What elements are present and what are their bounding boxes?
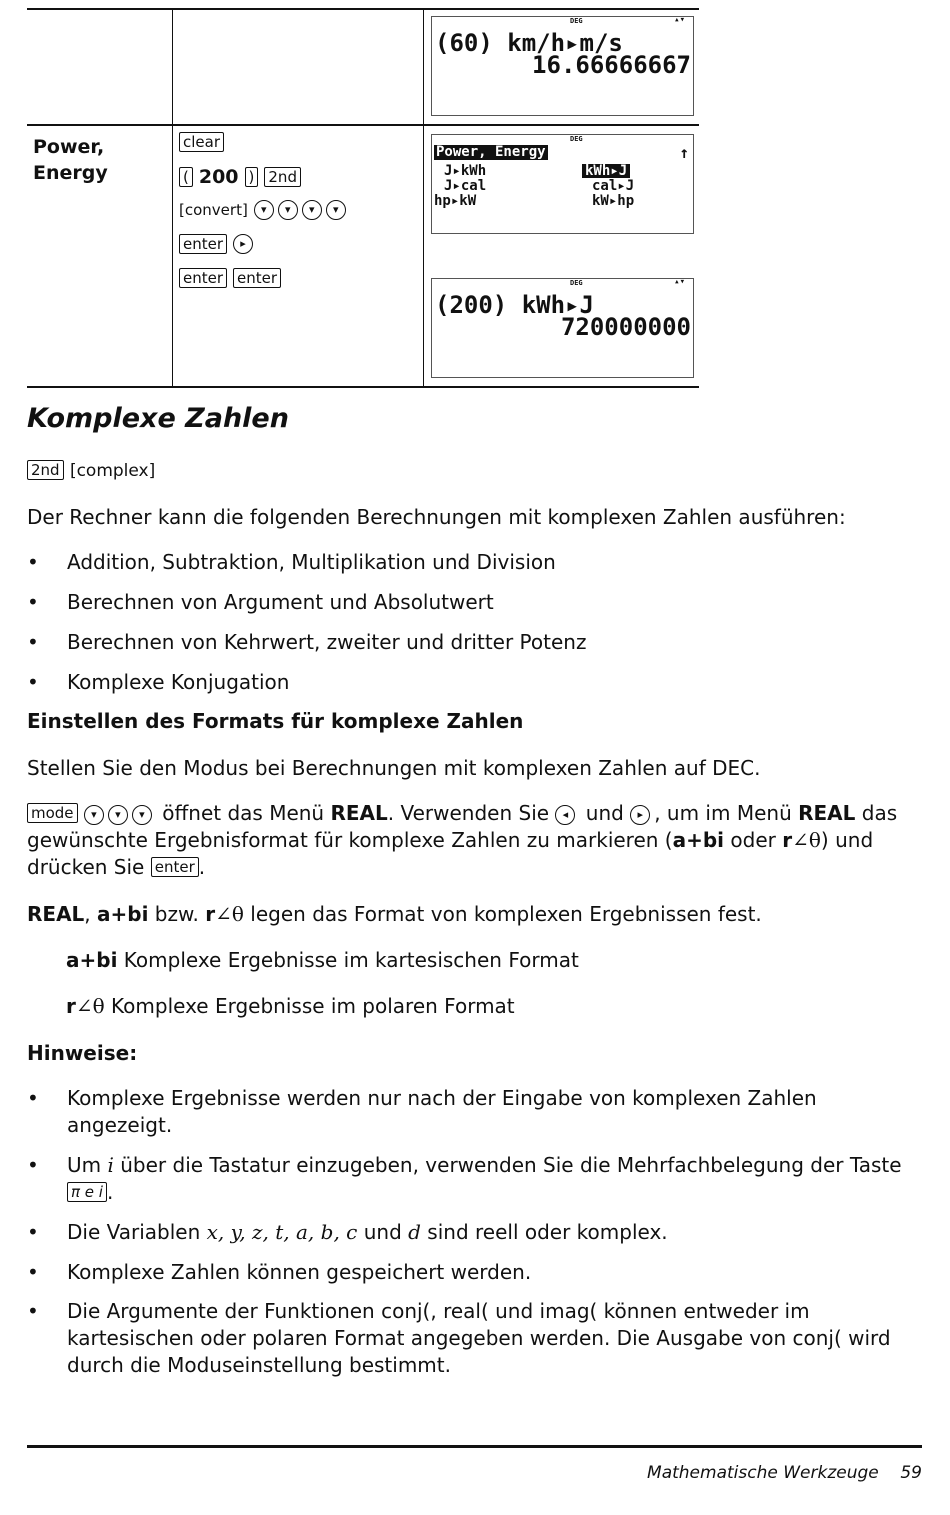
scroll-arrows-icon: ▴▾: [674, 277, 685, 287]
table-col-divider: [172, 8, 173, 388]
text-run: oder: [730, 828, 776, 852]
real-format-line: [27, 901, 917, 928]
table-col-divider: [423, 8, 424, 388]
abi-definition: [66, 947, 579, 974]
polar-definition: [66, 993, 515, 1020]
term: r: [66, 994, 76, 1018]
list-item-text: Um i über die Tastatur einzugeben, verwenden Sie die Mehrfachbelegung der Taste π e i .: [67, 1153, 902, 1204]
text-run: öffnet das Menü: [162, 801, 325, 825]
list-item-text: Komplexe Konjugation: [67, 670, 290, 694]
down-arrow-icon: ▾: [132, 805, 152, 825]
text-run: ,: [84, 902, 98, 926]
deg-indicator: DEG: [570, 279, 583, 287]
enter-key: enter: [179, 268, 227, 288]
table-rule-top: [27, 8, 699, 10]
row-label-text: Power, Energy: [33, 136, 108, 184]
calculator-screen-menu: [431, 134, 694, 234]
text-run: Um: [67, 1153, 102, 1177]
screen-expression: (200) kWh▸J: [435, 291, 594, 319]
footer-rule: [27, 1445, 922, 1448]
calculator-screen-energy: [431, 278, 694, 378]
complex-key: [complex]: [69, 461, 156, 481]
enter-key: enter: [151, 857, 199, 877]
text-run: und: [585, 801, 624, 825]
screen-expression: (60) km/h▸m/s: [435, 29, 623, 57]
menu-title: Power, Energy: [436, 144, 546, 160]
left-arrow-icon: ◂: [555, 805, 575, 825]
complex-key-label: complex: [76, 461, 149, 481]
angle-theta: ∠θ: [215, 902, 244, 926]
angle-theta: ∠θ: [792, 828, 821, 852]
subheading: Einstellen des Formats für komplexe Zahlen: [27, 709, 524, 733]
down-arrow-icon: ▾: [278, 200, 298, 220]
text-run: das gewünschte Ergebnisformat für komplexe Zahlen zu markieren (: [27, 801, 898, 852]
down-arrow-icon: ▾: [326, 200, 346, 220]
section-title: Komplexe Zahlen: [27, 403, 289, 434]
list-item-text: Addition, Subtraktion, Multiplikation und Division: [67, 550, 556, 574]
row-label: [33, 134, 153, 186]
text-run: sind reell oder komplex.: [427, 1220, 668, 1244]
down-arrow-icon: ▾: [108, 805, 128, 825]
up-arrow-icon: ↑: [679, 143, 689, 162]
list-item-text: Komplexe Zahlen können gespeichert werden.: [67, 1260, 532, 1284]
menu-item: hp▸kW: [434, 193, 477, 209]
mode-key: mode: [27, 803, 78, 823]
text-run: a+bi: [97, 902, 149, 926]
chapter-name: Mathematische Werkzeuge: [647, 1463, 879, 1483]
math-var: i: [107, 1153, 114, 1177]
angle-theta: ∠θ: [75, 994, 105, 1018]
paren-open-key: (: [179, 167, 193, 187]
text-run: r: [782, 828, 793, 852]
text-run: Die Variablen: [67, 1220, 201, 1244]
calculator-screen-speed: [431, 16, 694, 116]
table-rule-middle: [27, 124, 699, 126]
convert-key: [convert]: [179, 201, 248, 219]
text-run: bzw.: [148, 902, 206, 926]
list-item-text: Berechnen von Argument und Absolutwert: [67, 590, 494, 614]
text-run: ): [820, 828, 829, 852]
notes-heading: Hinweise:: [27, 1041, 138, 1065]
math-var: d: [408, 1220, 421, 1244]
definition: Komplexe Ergebnisse im kartesischen Format: [123, 948, 579, 972]
down-arrow-icon: ▾: [84, 805, 104, 825]
input-value: 200: [198, 166, 239, 188]
text-run: legen das Format von komplexen Ergebnissen fest.: [243, 902, 762, 926]
clear-key: clear: [179, 132, 224, 152]
down-arrow-icon: ▾: [254, 200, 274, 220]
enter-key: enter: [233, 268, 281, 288]
list-item-text: Die Argumente der Funktionen conj(, real( und imag( können entweder im kartesischen oder polaren Format angegeben werden. Die Ausgabe von conj( wird durch die Moduseinstellung bestimmt.: [67, 1299, 891, 1377]
second-key: 2nd: [27, 460, 64, 480]
down-arrow-icon: ▾: [302, 200, 322, 220]
screen-result: 720000000: [560, 313, 691, 341]
convert-key-label: convert: [184, 201, 242, 219]
deg-indicator: DEG: [570, 17, 583, 25]
menu-item: kW▸hp: [592, 193, 635, 209]
text-run: über die Tastatur einzugeben, verwenden Sie die Mehrfachbelegung der Taste: [120, 1153, 902, 1177]
page-footer: [647, 1463, 922, 1483]
mode-instructions: mode ▾ ▾ ▾ öffnet das Menü REAL. Verwenden Sie ◂ und ▸ , um im Menü REAL das gewünschte Ergebnisformat für komplexe Zahlen zu markieren (a+bi oder r∠θ) und drücken Sie enter .: [27, 801, 898, 879]
text-run: REAL: [798, 801, 856, 825]
text-run: REAL: [330, 801, 388, 825]
menu-item: J▸cal: [444, 178, 487, 194]
menu-item-selected: kWh▸J: [582, 164, 630, 178]
list-item-text: [67, 1219, 917, 1246]
enter-key: enter: [179, 234, 227, 254]
screen-result: 16.66666667: [532, 51, 691, 79]
math-vars: x, y, z, t, a, b, c: [206, 1220, 358, 1244]
right-arrow-icon: ▸: [233, 234, 253, 254]
term: a+bi: [66, 948, 118, 972]
text-run: und drücken Sie: [27, 828, 874, 879]
key-combo: [27, 457, 917, 485]
definition: Komplexe Ergebnisse im polaren Format: [111, 994, 515, 1018]
deg-indicator: DEG: [570, 135, 583, 143]
text-run: a+bi: [672, 828, 725, 852]
pi-e-i-key: π e i: [67, 1182, 107, 1202]
paren-close-key: ): [245, 167, 259, 187]
intro-text: Der Rechner kann die folgenden Berechnungen mit komplexen Zahlen ausführen:: [27, 505, 846, 529]
text-run: REAL: [27, 902, 85, 926]
text-run: , um im Menü: [654, 801, 792, 825]
text-run: r: [205, 902, 216, 926]
text-run: und: [363, 1220, 402, 1244]
list-item-text: Berechnen von Kehrwert, zweiter und dritter Potenz: [67, 630, 587, 654]
second-key: 2nd: [264, 167, 301, 187]
conversion-table: [27, 8, 699, 388]
scroll-arrows-icon: ▴▾: [674, 15, 685, 25]
menu-item: J▸kWh: [444, 163, 487, 179]
right-arrow-icon: ▸: [630, 805, 650, 825]
table-rule-bottom: [27, 386, 699, 388]
page-number: 59: [900, 1463, 922, 1483]
format-intro: Stellen Sie den Modus bei Berechnungen mit komplexen Zahlen auf DEC.: [27, 756, 761, 780]
text-run: . Verwenden Sie: [387, 801, 550, 825]
menu-item: cal▸J: [592, 178, 635, 194]
list-item-text: Komplexe Ergebnisse werden nur nach der Eingabe von komplexen Zahlen angezeigt.: [67, 1086, 817, 1137]
